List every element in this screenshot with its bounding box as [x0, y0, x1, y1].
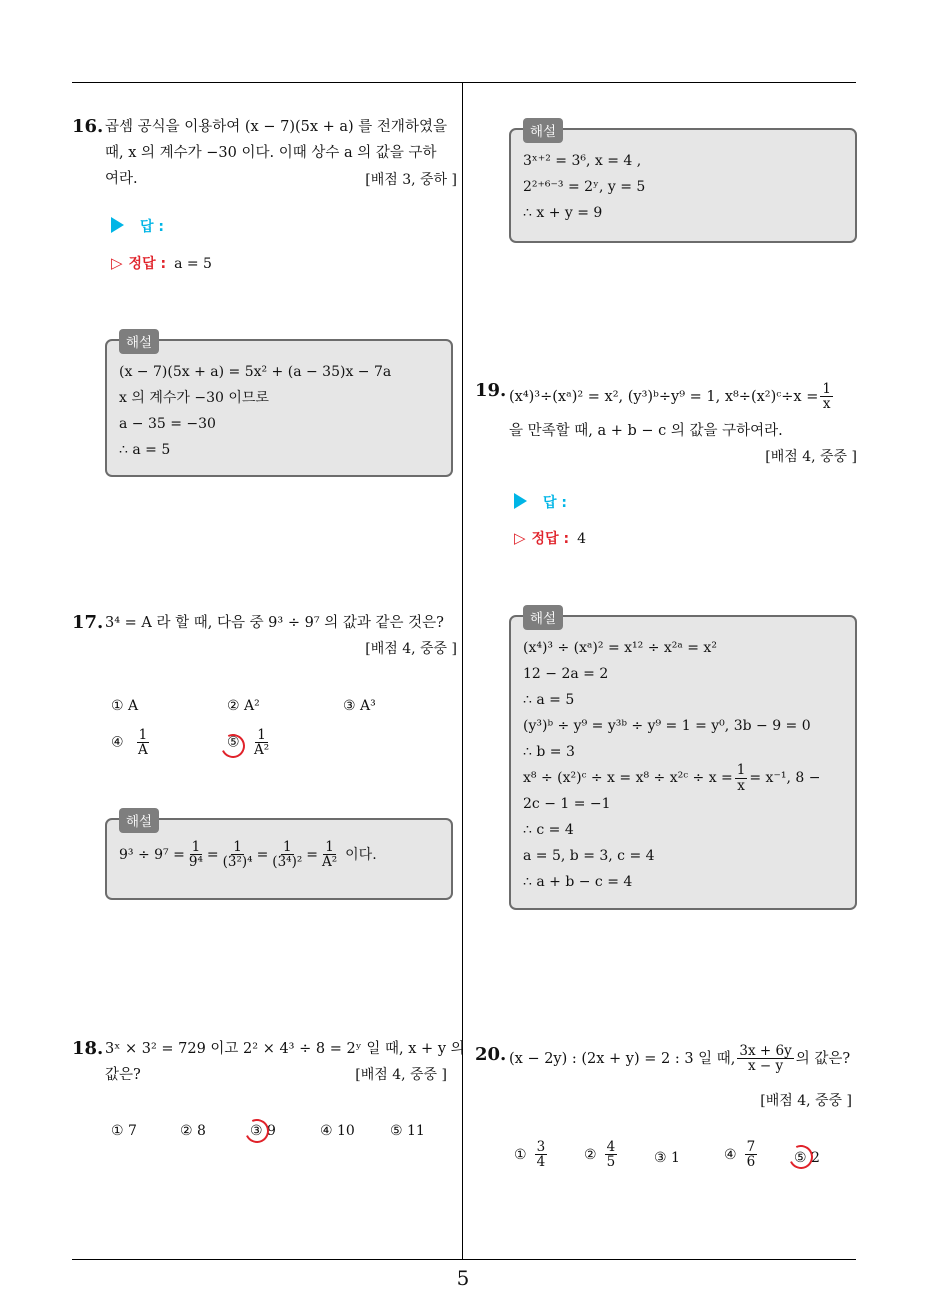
triangle-outline-icon: ▷: [111, 254, 123, 272]
question-text: 3⁴ = A 라 할 때, 다음 중 9³ ÷ 9⁷ 의 값과 같은 것은?: [105, 615, 444, 631]
solution-line: (x⁴)³ ÷ (xᵃ)² = x¹² ÷ x²ᵃ = x²: [523, 640, 717, 656]
solution-line: x⁸ ÷ (x²)ᶜ ÷ x = x⁸ ÷ x²ᶜ ÷ x = $\frac{1}{x}$ = x⁻¹, 8 −: [523, 762, 821, 794]
score-label: [배점 3, 중하 ]: [365, 172, 457, 188]
solution-line: a = 5, b = 3, c = 4: [523, 848, 655, 864]
question-text: 때, x 의 계수가 −30 이다. 이때 상수 a 의 값을 구하: [105, 145, 437, 161]
answer-label: 답 :: [514, 492, 567, 512]
column-divider: [462, 83, 463, 1259]
play-icon: [111, 217, 124, 233]
question-number: 17.: [72, 612, 104, 633]
solution-line: ∴ a + b − c = 4: [523, 874, 633, 890]
option-5[interactable]: ⑤ $\frac{1}{\text{A²}}$: [227, 727, 270, 759]
solution-box: [105, 335, 453, 477]
correct-answer: ▷ 정답 : 4: [514, 529, 586, 547]
triangle-outline-icon: ▷: [514, 529, 526, 547]
option-3[interactable]: ③ A³: [343, 698, 376, 714]
question-number: 20.: [475, 1044, 507, 1065]
selected-circle-icon: [786, 1142, 817, 1173]
option-5[interactable]: ⑤ 2: [794, 1150, 820, 1166]
option-2[interactable]: ② $\frac{4}{5}$: [584, 1139, 616, 1171]
option-4[interactable]: ④ $\frac{7}{6}$: [724, 1139, 756, 1171]
question-text: 여라.: [105, 171, 138, 187]
answer-label: 답 :: [111, 216, 164, 236]
top-rule: [72, 82, 856, 83]
option-3[interactable]: ③ 9: [250, 1123, 276, 1139]
option-1[interactable]: ① $\frac{3}{4}$: [514, 1139, 546, 1171]
score-label: [배점 4, 중중 ]: [760, 1093, 852, 1109]
solution-line: x 의 계수가 −30 이므로: [119, 390, 269, 406]
question-text: (x − 2y) : (2x + y) = 2 : 3 일 때, $\frac{3x + 6y}{x - y}$ 의 값은?: [509, 1043, 851, 1075]
correct-answer: ▷ 정답 : a = 5: [111, 254, 212, 272]
question-number: 16.: [72, 116, 104, 137]
option-2[interactable]: ② A²: [227, 698, 260, 714]
question-text: 을 만족할 때, a + b − c 의 값을 구하여라.: [509, 423, 783, 439]
question-text: 곱셈 공식을 이용하여 (x − 7)(5x + a) 를 전개하였을: [105, 119, 447, 135]
option-4[interactable]: ④ 10: [320, 1123, 355, 1139]
question-text: (x⁴)³÷(xᵃ)² = x², (y³)ᵇ÷y⁹ = 1, x⁸÷(x²)ᶜ÷x = $\frac{1}{x}$: [509, 381, 831, 413]
solution-box: [509, 611, 857, 910]
score-label: [배점 4, 중중 ]: [365, 641, 457, 657]
solution-line: a − 35 = −30: [119, 416, 216, 432]
question-number: 19.: [475, 380, 507, 401]
solution-line: 9³ ÷ 9⁷ =: [119, 846, 185, 863]
option-3[interactable]: ③ 1: [654, 1150, 680, 1166]
question-text: 값은?: [105, 1067, 141, 1083]
page-number: 5: [456, 1266, 470, 1290]
option-5[interactable]: ⑤ 11: [390, 1123, 425, 1139]
option-4[interactable]: ④ $\frac{1}{A}$: [111, 727, 148, 759]
option-1[interactable]: ① A: [111, 698, 139, 714]
solution-line: ∴ a = 5: [523, 692, 575, 708]
solution-line: (x − 7)(5x + a) = 5x² + (a − 35)x − 7a: [119, 364, 392, 380]
score-label: [배점 4, 중중 ]: [765, 449, 857, 465]
play-icon: [514, 493, 527, 509]
score-label: [배점 4, 중중 ]: [355, 1067, 447, 1083]
solution-line: ∴ a = 5: [119, 442, 171, 458]
solution-line: ∴ c = 4: [523, 822, 574, 838]
solution-tag: 해설: [119, 808, 159, 833]
solution-tag: 해설: [523, 118, 563, 143]
solution-line: (y³)ᵇ ÷ y⁹ = y³ᵇ ÷ y⁹ = 1 = y⁰, 3b − 9 = 0: [523, 718, 811, 734]
solution-box: [509, 124, 857, 243]
option-2[interactable]: ② 8: [180, 1123, 206, 1139]
solution-line: ∴ b = 3: [523, 744, 575, 760]
selected-circle-icon: [242, 1116, 273, 1147]
solution-line: 2c − 1 = −1: [523, 796, 611, 812]
solution-line: ∴ x + y = 9: [523, 205, 603, 221]
solution-tag: 해설: [119, 329, 159, 354]
solution-line: 2²⁺⁶⁻³ = 2ʸ, y = 5: [523, 179, 646, 195]
question-number: 18.: [72, 1038, 104, 1059]
solution-line: 3ˣ⁺² = 3⁶, x = 4 ,: [523, 153, 642, 169]
bottom-rule: [72, 1259, 856, 1260]
solution-tag: 해설: [523, 605, 563, 630]
solution-box: 해설 9³ ÷ 9⁷ = $\frac{1}{\text{9⁴}}$ = $\frac{1}{\text{(3²)⁴}}$ = $\frac{1}{\text{(3⁴)²}}$ = $\frac{1}{\text{A²}}$ 이다.: [105, 818, 453, 900]
question-text: 3ˣ × 3² = 729 이고 2² × 4³ ÷ 8 = 2ʸ 일 때, x + y 의: [105, 1041, 465, 1057]
solution-line: 12 − 2a = 2: [523, 666, 609, 682]
option-1[interactable]: ① 7: [111, 1123, 137, 1139]
